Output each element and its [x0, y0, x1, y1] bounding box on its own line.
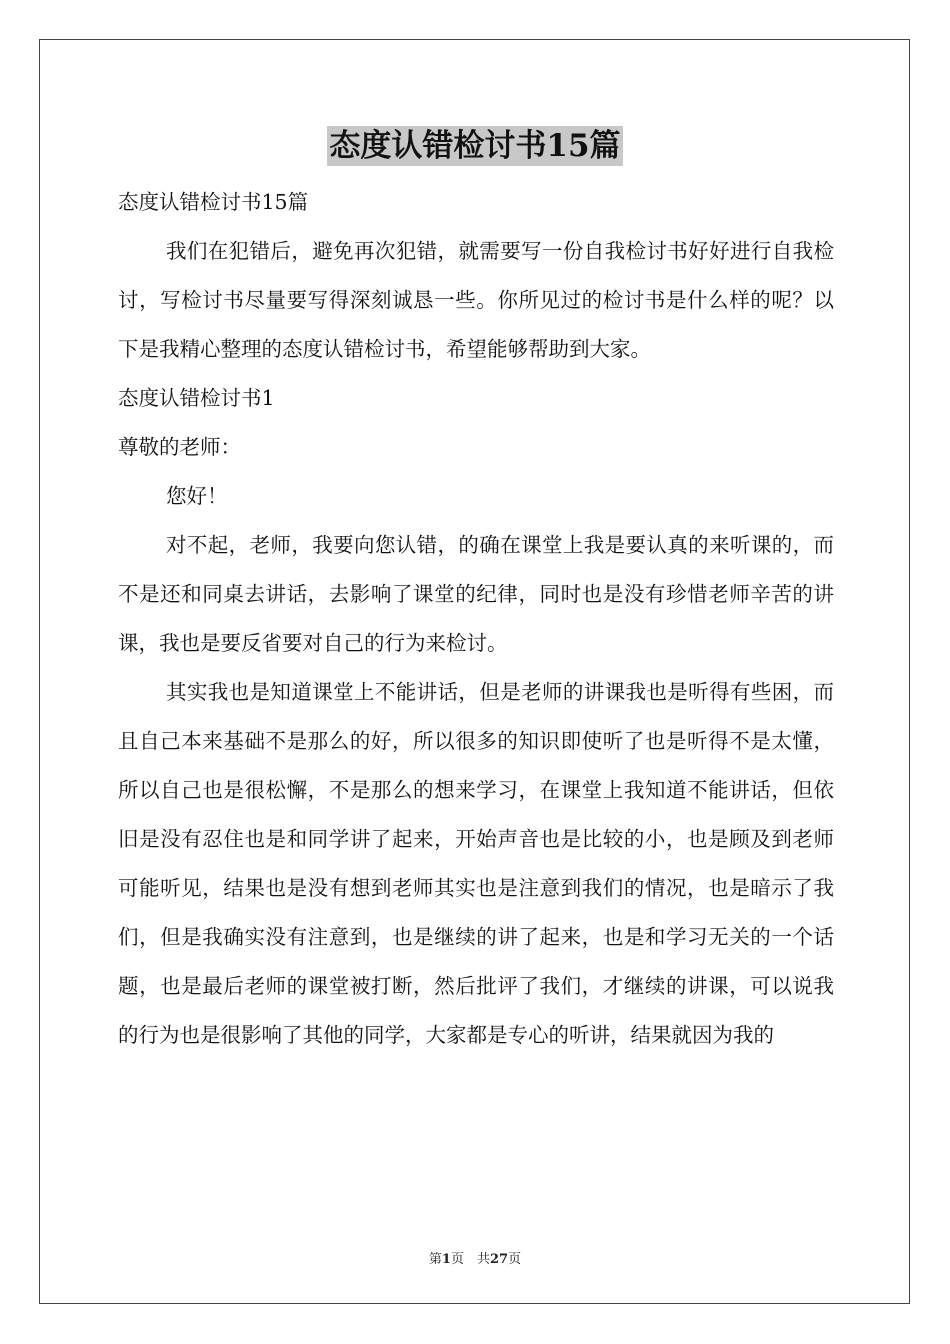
paragraph-body-1: 对不起，老师，我要向您认错，的确在课堂上我是要认真的来听课的，而不是还和同桌去讲话，去影响了课堂的纪律，同时也是没有珍惜老师辛苦的讲课，我也是要反省要对自己的行为来检讨。 — [118, 533, 834, 655]
document-body — [118, 178, 834, 1060]
paragraph-greeting: 您好！ — [166, 484, 228, 508]
paragraph-subtitle: 态度认错检讨书15篇 — [118, 190, 309, 214]
paragraph-body-2: 其实我也是知道课堂上不能讲话，但是老师的讲课我也是听得有些困，而且自己本来基础不是那么的好，所以很多的知识即使听了也是听得不是太懂，所以自己也是很松懈，不是那么的想来学习，在课堂上我知道不能讲话，但依旧是没有忍住也是和同学讲了起来，开始声音也是比较的小，也是顾及到老师可能听见，结果也是没有想到老师其实也是注意到我们的情况，也是暗示了我们，但是我确实没有注意到，也是继续的讲了起来，也是和学习无关的一个话题，也是最后老师的课堂被打断，然后批评了我们，才继续的讲课，可以说我的行为也是很影响了其他的同学，大家都是专心的听讲，结果就因为我的 — [118, 680, 834, 1047]
footer-current-page: 1 — [441, 1252, 451, 1267]
paragraph-intro: 我们在犯错后，避免再次犯错，就需要写一份自我检讨书好好进行自我检讨，写检讨书尽量要写得深刻诚恳一些。你所见过的检讨书是什么样的呢？以下是我精心整理的态度认错检讨书，希望能够帮助到大家。 — [118, 239, 834, 361]
page-footer — [0, 1248, 950, 1267]
footer-mid: 页 共 — [450, 1252, 490, 1267]
footer-prefix: 第 — [428, 1252, 442, 1267]
title-container — [0, 126, 950, 166]
footer-total-pages: 27 — [489, 1252, 509, 1267]
footer-suffix: 页 — [508, 1252, 522, 1267]
paragraph-section-heading: 态度认错检讨书1 — [118, 386, 275, 410]
page-title: 态度认错检讨书15篇 — [329, 128, 621, 164]
paragraph-salutation: 尊敬的老师： — [118, 435, 241, 459]
